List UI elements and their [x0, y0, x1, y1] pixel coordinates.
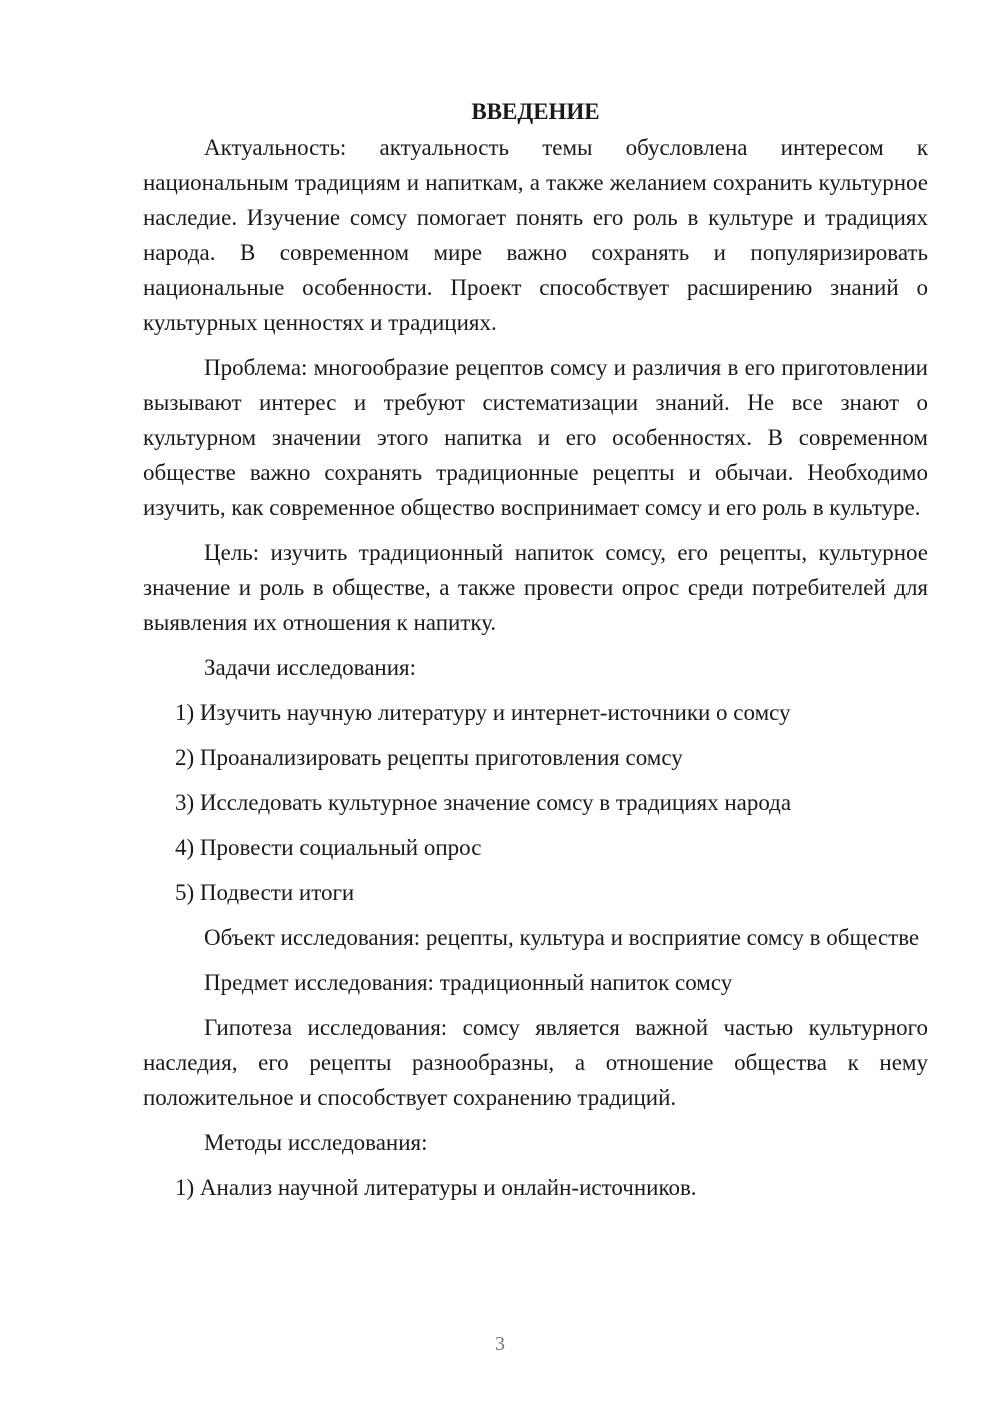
methods-heading: Методы исследования:	[204, 1130, 428, 1155]
hypothesis-paragraph: Гипотеза исследования: сомсу является важной частью культурного наследия, его рецепты разнообразны, а отношение общества к нему положительное и способствует сохранению традиций.	[143, 1015, 928, 1110]
task-item: 4) Провести социальный опрос	[175, 835, 482, 860]
relevance-paragraph: Актуальность: актуальность темы обусловлена интересом к национальным традициям и напиткам, а также желанием сохранить культурное наследие. Изучение сомсу помогает понять его роль в культуре и традициях народа. В современном мире важно сохранять и популяризировать национальные особенности. Проект способствует расширению знаний о культурных ценностях и традициях.	[143, 135, 928, 335]
section-title: ВВЕДЕНИЕ	[471, 99, 600, 124]
task-item: 1) Изучить научную литературу и интернет-источники о сомсу	[175, 700, 791, 725]
task-item: 2) Проанализировать рецепты приготовления сомсу	[175, 745, 683, 770]
tasks-heading: Задачи исследования:	[204, 655, 417, 680]
problem-paragraph: Проблема: многообразие рецептов сомсу и различия в его приготовлении вызывают интерес и требуют систематизации знаний. Не все знают о культурном значении этого напитка и его особенностях. В современном обществе важно сохранять традиционные рецепты и обычаи. Необходимо изучить, как современное общество воспринимает сомсу и его роль в культуре.	[143, 355, 928, 520]
method-item: 1) Анализ научной литературы и онлайн-источников.	[175, 1175, 697, 1200]
task-item: 5) Подвести итоги	[175, 880, 355, 905]
goal-paragraph: Цель: изучить традиционный напиток сомсу, его рецепты, культурное значение и роль в обществе, а также провести опрос среди потребителей для выявления их отношения к напитку.	[143, 540, 928, 635]
subject-paragraph: Предмет исследования: традиционный напиток сомсу	[204, 970, 733, 995]
task-item: 3) Исследовать культурное значение сомсу в традициях народа	[175, 790, 792, 815]
object-paragraph: Объект исследования: рецепты, культура и восприятие сомсу в обществе	[204, 925, 920, 950]
page-number: 3	[495, 1333, 505, 1355]
